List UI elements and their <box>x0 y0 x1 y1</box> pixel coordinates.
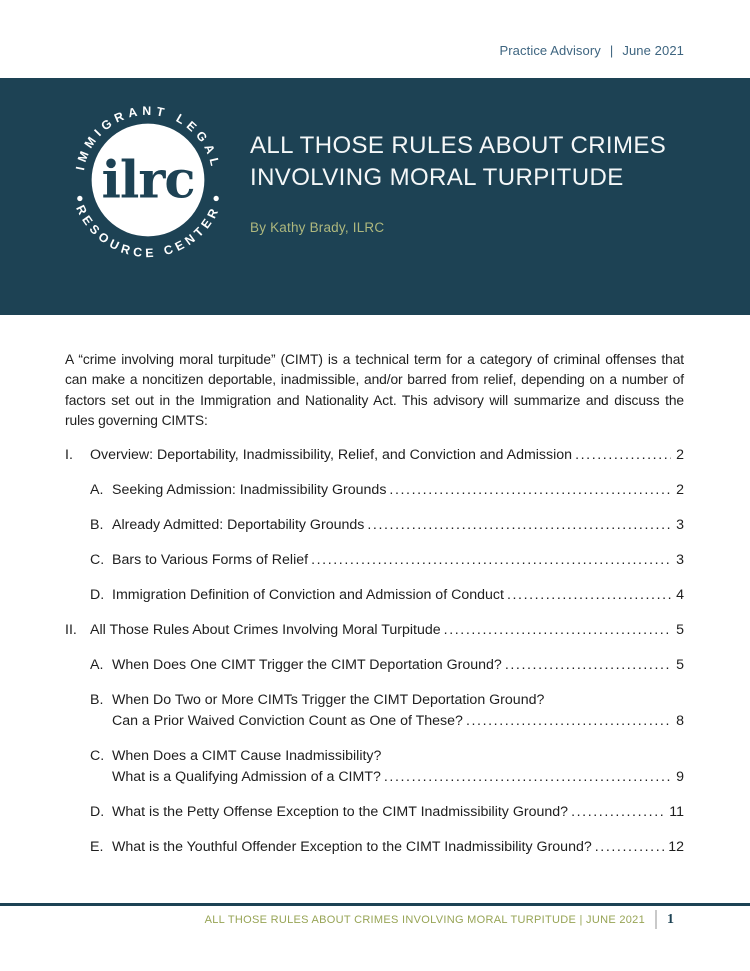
logo-ring-bottom-text: RESOURCE CENTER <box>73 202 223 261</box>
toc-leader-dots <box>466 711 671 732</box>
toc-entry-title: Seeking Admission: Inadmissibility Grounds <box>112 482 387 499</box>
footer-running-title: ALL THOSE RULES ABOUT CRIMES INVOLVING MORAL TURPITUDE | JUNE 2021 <box>204 913 645 926</box>
toc-leader-dots <box>389 480 671 501</box>
page-title-line-1: ALL THOSE RULES ABOUT CRIMES <box>250 132 667 159</box>
page-title <box>250 130 666 194</box>
masthead-band <box>0 78 750 315</box>
logo-wordmark: ilrc <box>101 150 195 211</box>
toc-leader-dots <box>367 515 671 536</box>
ilrc-logo <box>66 98 230 262</box>
practice-advisory-label: Practice Advisory <box>499 43 601 58</box>
toc-leader-dots <box>507 585 671 606</box>
toc-row[interactable] <box>65 585 684 606</box>
toc-leader-dots <box>571 802 665 823</box>
toc-entry-title: When Do Two or More CIMTs Trigger the CIMT Deportation Ground? <box>112 692 545 709</box>
footer-page-number: 1 <box>667 911 674 927</box>
page-title-line-2: INVOLVING MORAL TURPITUDE <box>250 164 624 191</box>
toc-leader-dots <box>595 837 664 858</box>
toc-page-number: 8 <box>676 713 684 730</box>
table-of-contents <box>65 445 684 858</box>
toc-page-number: 2 <box>676 447 684 464</box>
toc-page-number: 2 <box>676 482 684 499</box>
toc-entry-number: A. <box>90 657 104 674</box>
toc-entry-number: I. <box>65 447 73 464</box>
toc-entry-number: D. <box>90 804 105 821</box>
toc-entry-title: Bars to Various Forms of Relief <box>112 552 309 569</box>
toc-entry-title: When Does a CIMT Cause Inadmissibility? <box>112 748 382 765</box>
toc-entry-title: What is the Petty Offense Exception to the CIMT Inadmissibility Ground? <box>112 804 569 821</box>
toc-entry-number: A. <box>90 482 104 499</box>
footer-separator <box>655 910 657 929</box>
toc-entry-title: Can a Prior Waived Conviction Count as One of These? <box>112 713 463 730</box>
toc-row[interactable] <box>65 620 684 641</box>
toc-page-number: 3 <box>676 517 684 534</box>
toc-entry-title: What is the Youthful Offender Exception to the CIMT Inadmissibility Ground? <box>112 839 592 856</box>
toc-page-number: 12 <box>668 839 684 856</box>
intro-paragraph: A “crime involving moral turpitude” (CIMT) is a technical term for a category of criminal offenses that can make a noncitizen deportable, inadmissible, and/or barred from relief, depending on a number of factors set out in the Immigration and Nationality Act. This advisory will summarize and discuss the rules governing CIMTS: <box>65 351 684 429</box>
toc-page-number: 5 <box>676 657 684 674</box>
toc-page-number: 4 <box>676 587 684 604</box>
toc-entry-title: Immigration Definition of Conviction and Admission of Conduct <box>112 587 504 604</box>
toc-page-number: 11 <box>669 804 684 821</box>
byline: By Kathy Brady, ILRC <box>250 220 385 235</box>
meta-divider: | <box>609 43 614 58</box>
toc-leader-dots <box>575 445 671 466</box>
toc-entry-number: B. <box>90 517 104 534</box>
toc-row[interactable] <box>65 837 684 858</box>
toc-page-number: 3 <box>676 552 684 569</box>
toc-entry-number: II. <box>65 622 77 639</box>
toc-entry-number: B. <box>90 692 104 709</box>
toc-row[interactable] <box>65 746 684 767</box>
toc-row[interactable] <box>65 767 684 788</box>
toc-leader-dots <box>444 620 671 641</box>
toc-entry-number: E. <box>90 839 104 856</box>
toc-leader-dots <box>505 655 671 676</box>
logo-ring-top-text: IMMIGRANT LEGAL <box>73 103 223 172</box>
toc-entry-title: All Those Rules About Crimes Involving Moral Turpitude <box>90 622 441 639</box>
toc-entry-number: D. <box>90 587 105 604</box>
toc-row[interactable] <box>65 445 684 466</box>
toc-row[interactable] <box>65 515 684 536</box>
toc-leader-dots <box>311 550 671 571</box>
toc-entry-title: Already Admitted: Deportability Grounds <box>112 517 365 534</box>
toc-entry-number: C. <box>90 552 105 569</box>
footer <box>205 910 674 929</box>
practice-advisory-meta <box>499 43 684 58</box>
toc-row[interactable] <box>65 480 684 501</box>
toc-entry-title: Overview: Deportability, Inadmissibility, Relief, and Conviction and Admission <box>90 447 573 464</box>
footer-rule <box>0 903 750 906</box>
toc-entry-title: When Does One CIMT Trigger the CIMT Deportation Ground? <box>112 657 502 674</box>
main-content <box>65 336 684 858</box>
toc-leader-dots <box>384 767 671 788</box>
toc-row[interactable] <box>65 690 684 711</box>
toc-row[interactable] <box>65 550 684 571</box>
toc-page-number: 5 <box>676 622 684 639</box>
toc-row[interactable] <box>65 711 684 732</box>
toc-entry-title: What is a Qualifying Admission of a CIMT? <box>112 769 381 786</box>
toc-row[interactable] <box>65 802 684 823</box>
logo-ring-dot-right <box>213 196 218 201</box>
toc-entry-number: C. <box>90 748 105 765</box>
toc-page-number: 9 <box>676 769 684 786</box>
issue-date: June 2021 <box>622 43 684 58</box>
logo-ring-dot-left <box>77 196 82 201</box>
toc-row[interactable] <box>65 655 684 676</box>
